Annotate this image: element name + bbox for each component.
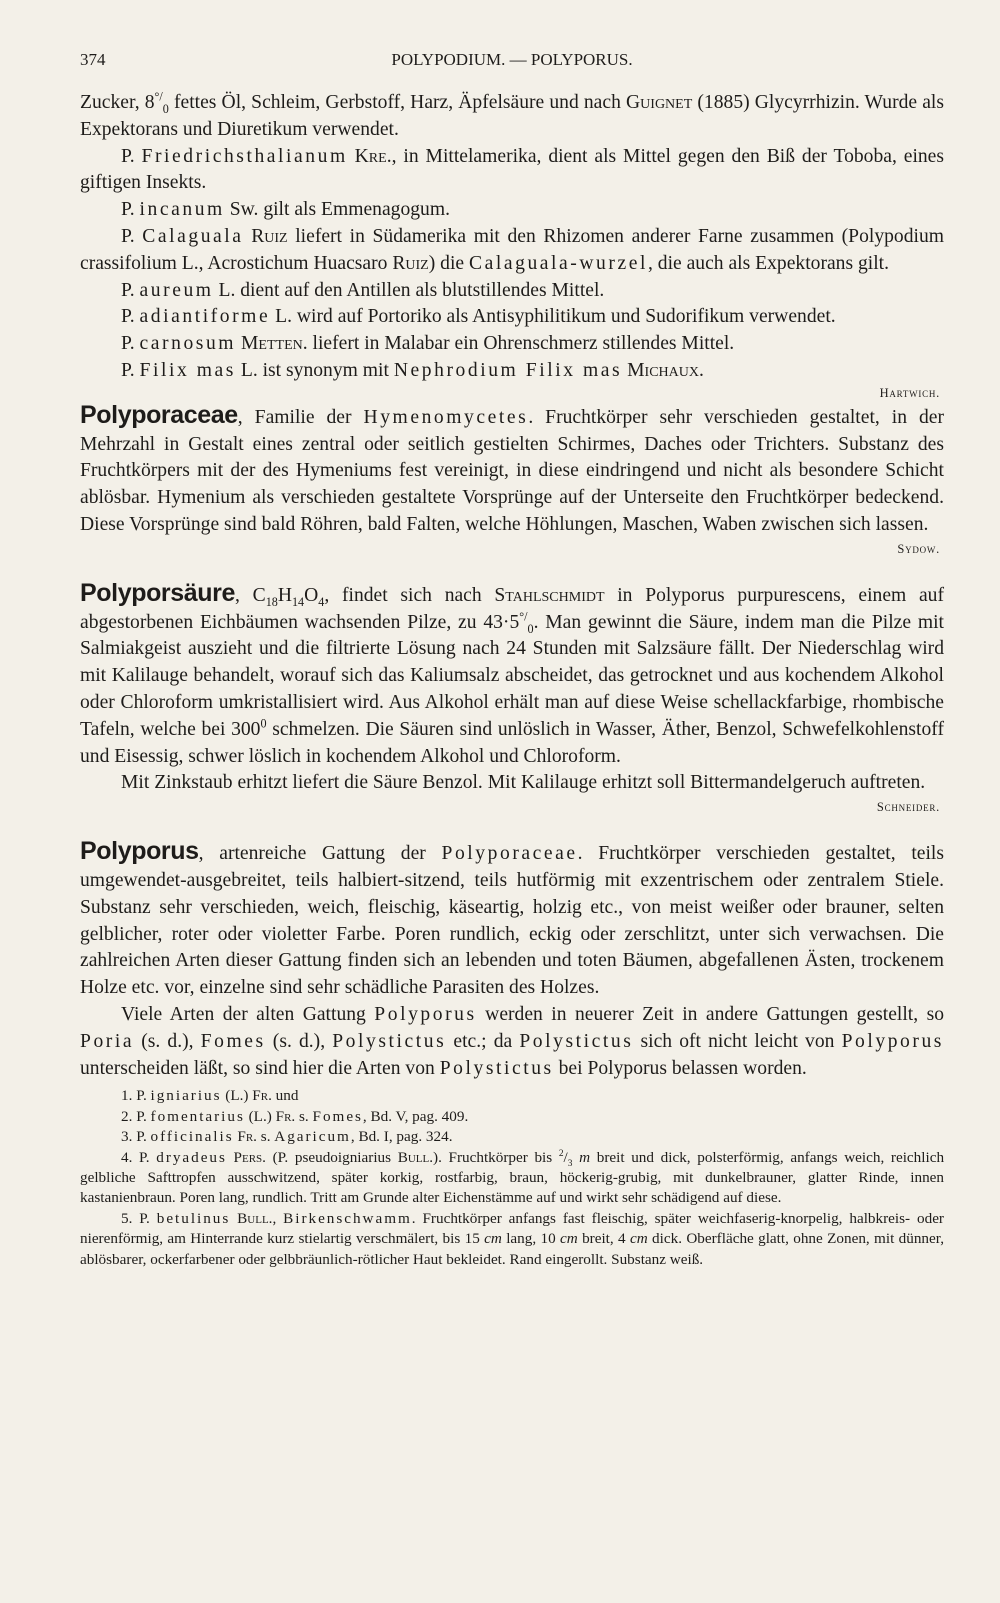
- paragraph-zucker: Zucker, $8^{^\circ/}_0$ fettes Öl, Schleim, Gerbstoff, Harz, Äpfelsäure und nach Guignet (1885) Glycyrrhizin. Wurde als Expektorans und Diuretikum verwendet.: [80, 89, 944, 140]
- headword: Polyporsäure: [80, 578, 235, 607]
- paragraph-aureum: P. aureum L. dient auf den Antillen als blutstillendes Mittel.: [121, 279, 605, 301]
- entry-polyporaceae: [80, 402, 944, 558]
- paragraph-friedrichsthalianum: P. Friedrichsthalianum Kre., in Mittelamerika, dient als Mittel gegen den Biß der Toboba, eines giftigen Insekts.: [80, 145, 945, 194]
- page-number: 374: [80, 50, 106, 69]
- list-item: 2. P. fomentarius (L.) Fr. s. Fomes, Bd. V, pag. 409.: [121, 1107, 469, 1125]
- chemical-formula: $C_{18}H_{14}O_4$: [252, 584, 325, 609]
- paragraph-polyporus: Polyporus, artenreiche Gattung der Polyporaceae. Fruchtkörper verschieden gestaltet, teils umgewendet-ausgebreitet, teils halbiert-sitzend, teils hutförmig mit exzentrischem oder zentralem Stiele. Substanz sehr verschieden, weich, fleischig, käseartig, holzig etc., von meist weißer oder brauner, selten gelblicher, roter oder violetter Farbe. Poren rundlich, eckig oder zerschlitzt, unter sich verwachsen. Die zahlreichen Arten dieser Gattung finden sich an lebenden und toten Bäumen, abgefallenen Ästen, trockenem Holze etc. vor, einzelne sind sehr schädliche Parasiten des Holzes.: [80, 837, 944, 999]
- entry-polyporsaeure: [80, 580, 944, 816]
- entry-polypodium: [80, 90, 944, 402]
- paragraph-calaguala: P. Calaguala Ruiz liefert in Südamerika mit den Rhizomen anderer Farne zusammen (Polypodium crassifolium L., Acrostichum Huacsaro Ruiz) die Calaguala-wurzel, die auch als Expektorans gilt.: [80, 225, 944, 274]
- author-signature: Schneider.: [876, 800, 940, 815]
- paragraph-polyporsaeure: Polyporsäure, $C_{18}H_{14}O_4$, findet sich nach Stahlschmidt in Polyporus purpurescens, einem auf abgestorbenen Eichbäumen wachsenden Pilze, zu $43\cdot 5^{^\circ/}_0$. Man gewinnt die Säure, indem man die Pilze mit Salmiakgeist auszieht und die filtrierte Lösung nach 24 Stunden mit Salzsäure fällt. Der Niederschlag wird mit Kalilauge behandelt, worauf sich das Kaliumsalz abscheidet, das getrocknet und aus kochendem Alkohol oder Chloroform umkristallisiert wird. Aus Alkohol erhält man auf diese Weise schellackfarbige, rhombische Tafeln, welche bei $300^0$ schmelzen. Die Säuren sind unlöslich in Wasser, Äther, Benzol, Schwefelkohlenstoff und Eisessig, schwer löslich in kochendem Alkohol und Chloroform.: [80, 578, 945, 767]
- paragraph-polyporaceae: Polyporaceae, Familie der Hymenomycetes. Fruchtkörper sehr verschieden gestaltet, in der Mehrzahl in Gestalt eines zentral oder seitlich gestielten Schirmes, Daches oder Trichters. Substanz des Fruchtkörpers mit der des Hymeniums fest vereinigt, in diese eindringend und nicht als besondere Schicht ablösbar. Hymenium als verschieden gestaltete Vorsprünge auf der Unterseite den Fruchtkörper bedeckend. Diese Vorsprünge sind bald Röhren, bald Falten, welche Höhlungen, Maschen, Waben zwischen sich lassen. Sydow.: [80, 400, 944, 556]
- species-list: [80, 1086, 944, 1270]
- running-title: POLYPODIUM. — POLYPORUS.: [391, 50, 633, 69]
- headword: Polyporus: [80, 837, 199, 866]
- headword: Polyporaceae: [80, 400, 238, 429]
- list-item: 3. P. officinalis Fr. s. Agaricum, Bd. I, pag. 324.: [121, 1128, 453, 1146]
- list-item: 4. P. dryadeus Pers. (P. pseudoigniarius Bull.). Fruchtkörper bis $^2/_3$ m breit und dick, polsterförmig, anfangs weich, reichlich gelbliche Safttropfen ausschwitzend, später korkig, rostfarbig, braun, höckerig-grubig, mit dunkelbrauner, glatter Rinde, innen kastanienbraun. Poren lang, rundlich. Tritt am Grunde alter Eichenstämme auf und wirkt sehr schädigend auf diese.: [80, 1148, 945, 1207]
- page-header: [80, 50, 944, 80]
- paragraph-carnosum: P. carnosum Metten. liefert in Malabar ein Ohrenschmerz stillendes Mittel.: [121, 333, 735, 355]
- paragraph-polyporus-genera: Viele Arten der alten Gattung Polyporus werden in neuerer Zeit in andere Gattungen gestellt, so Poria (s. d.), Fomes (s. d.), Polystictus etc.; da Polystictus sich oft nicht leicht von Polyporus unterscheiden läßt, so sind hier die Arten von Polystictus bei Polyporus belassen worden.: [80, 1003, 944, 1079]
- entry-polyporus: [80, 838, 944, 1270]
- list-item: 5. P. betulinus Bull., Birkenschwamm. Fruchtkörper anfangs fast fleischig, später weichfaserig-knorpelig, halbkreis- oder nierenförmig, am Hinterrande kurz stielartig verschmälert, bis 15 cm lang, 10 cm breit, 4 cm dick. Oberfläche glatt, ohne Zonen, mit dünner, ablösbarer, ockerfarbener oder gelbbräunlich-rötlicher Haut bekleidet. Rand eingerollt. Substanz weiß.: [80, 1209, 944, 1268]
- list-item: 1. P. igniarius (L.) Fr. und: [121, 1087, 299, 1105]
- author-signature: Sydow.: [897, 541, 940, 556]
- paragraph-zinkstaub: Mit Zinkstaub erhitzt liefert die Säure Benzol. Mit Kalilauge erhitzt soll Bittermandelgeruch auftreten. Schneider.: [121, 772, 940, 815]
- paragraph-filix-mas: P. Filix mas L. ist synonym mit Nephrodium Filix mas Michaux.: [121, 359, 704, 381]
- paragraph-incanum: P. incanum Sw. gilt als Emmenagogum.: [121, 199, 450, 221]
- paragraph-adiantiforme: P. adiantiforme L. wird auf Portoriko als Antisyphilitikum und Sudorifikum verwendet.: [121, 306, 836, 328]
- author-signature: Hartwich.: [879, 385, 940, 400]
